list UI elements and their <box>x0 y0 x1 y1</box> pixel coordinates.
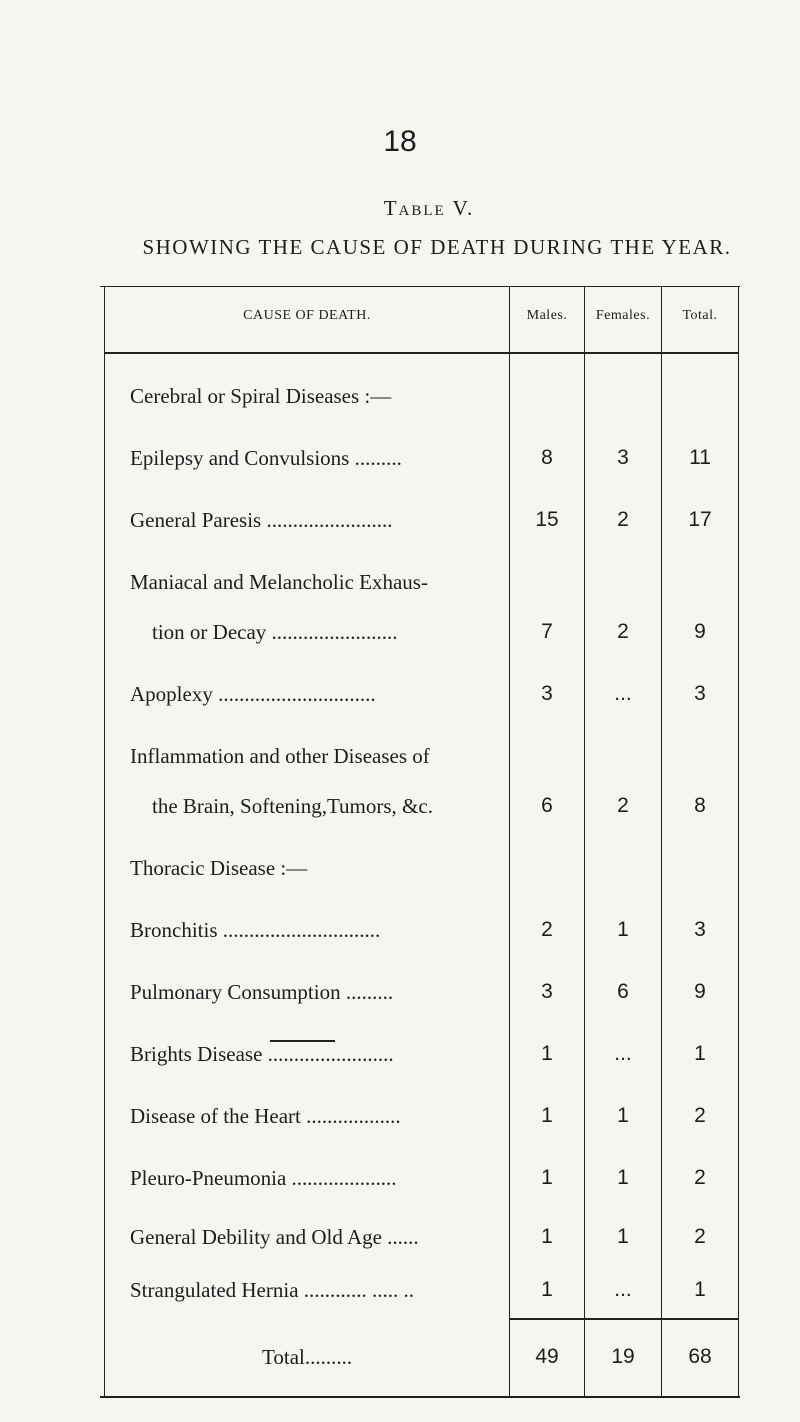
cell-males: 1 <box>541 1278 553 1301</box>
cell-females: 1 <box>617 1166 629 1189</box>
cell-females: 1 <box>617 918 629 941</box>
row-label: General Debility and Old Age ...... <box>130 1225 419 1249</box>
cell-males: 2 <box>541 918 553 941</box>
row-label: Apoplexy .............................. <box>130 682 376 706</box>
cell-females: ... <box>614 682 632 705</box>
cell-total: 9 <box>694 620 706 643</box>
cell-males: 3 <box>541 682 553 705</box>
cell-total: 1 <box>694 1042 706 1065</box>
row-label: tion or Decay ........................ <box>152 620 398 644</box>
total-females: 19 <box>611 1345 635 1368</box>
cell-males: 8 <box>541 446 553 469</box>
cell-males: 6 <box>541 794 553 817</box>
cell-females: 2 <box>617 620 629 643</box>
cell-total: 2 <box>694 1225 706 1248</box>
header-total: Total. <box>682 308 718 323</box>
page-number: 18 <box>383 125 417 158</box>
cell-females: 2 <box>617 508 629 531</box>
cell-males: 1 <box>541 1225 553 1248</box>
row-label: General Paresis ........................ <box>130 508 393 532</box>
row-label-line1: Inflammation and other Diseases of <box>130 744 430 768</box>
bottom-rule <box>100 1396 740 1398</box>
row-label: Epilepsy and Convulsions ......... <box>130 446 402 470</box>
total-rule-females <box>585 1318 661 1320</box>
cell-total: 8 <box>694 794 706 817</box>
cell-females: ... <box>614 1278 632 1301</box>
left-rule <box>104 286 105 1396</box>
total-label: Total......... <box>262 1345 353 1369</box>
cell-total: 2 <box>694 1166 706 1189</box>
total-rule-males <box>510 1318 584 1320</box>
header-rule <box>105 352 738 354</box>
cell-total: 11 <box>689 446 711 469</box>
total-males: 49 <box>535 1345 559 1368</box>
cell-total: 17 <box>688 508 712 531</box>
cell-males: 7 <box>541 620 553 643</box>
cell-males: 15 <box>535 508 559 531</box>
cell-males: 1 <box>541 1104 553 1127</box>
row-label: Bronchitis .............................. <box>130 918 381 942</box>
cell-females: 2 <box>617 794 629 817</box>
cell-females: 6 <box>617 980 629 1003</box>
cell-total: 9 <box>694 980 706 1003</box>
row-label: Brights Disease ........................ <box>130 1042 394 1066</box>
top-rule <box>100 286 740 287</box>
cell-total: 3 <box>694 918 706 941</box>
cell-males: 1 <box>541 1166 553 1189</box>
total-rule-total <box>662 1318 738 1320</box>
cell-females: 3 <box>617 446 629 469</box>
cell-total: 1 <box>694 1278 706 1301</box>
row-label: Pleuro-Pneumonia .................... <box>130 1166 397 1190</box>
header-females: Females. <box>595 308 651 323</box>
cell-males: 1 <box>541 1042 553 1065</box>
section-cerebral: Cerebral or Spiral Diseases :— <box>130 384 392 408</box>
cell-females: 1 <box>617 1104 629 1127</box>
row-label: Disease of the Heart .................. <box>130 1104 401 1128</box>
row-label-line1: Maniacal and Melancholic Exhaus- <box>130 570 428 594</box>
row-label: the Brain, Softening,Tumors, &c. <box>152 794 433 818</box>
cell-males: 3 <box>541 980 553 1003</box>
header-males: Males. <box>526 308 568 323</box>
cell-total: 2 <box>694 1104 706 1127</box>
cell-total: 3 <box>694 682 706 705</box>
header-cause: CAUSE OF DEATH. <box>243 308 371 323</box>
cell-females: 1 <box>617 1225 629 1248</box>
cell-females: ... <box>614 1042 632 1065</box>
table-title: SHOWING THE CAUSE OF DEATH DURING THE YEAR. <box>142 235 732 259</box>
section-thoracic: Thoracic Disease :— <box>130 856 308 880</box>
table-label: Table V. <box>383 196 475 220</box>
total-total: 68 <box>688 1345 712 1368</box>
row-label: Pulmonary Consumption ......... <box>130 980 394 1004</box>
row-label: Strangulated Hernia ............ ..... .. <box>130 1278 415 1302</box>
